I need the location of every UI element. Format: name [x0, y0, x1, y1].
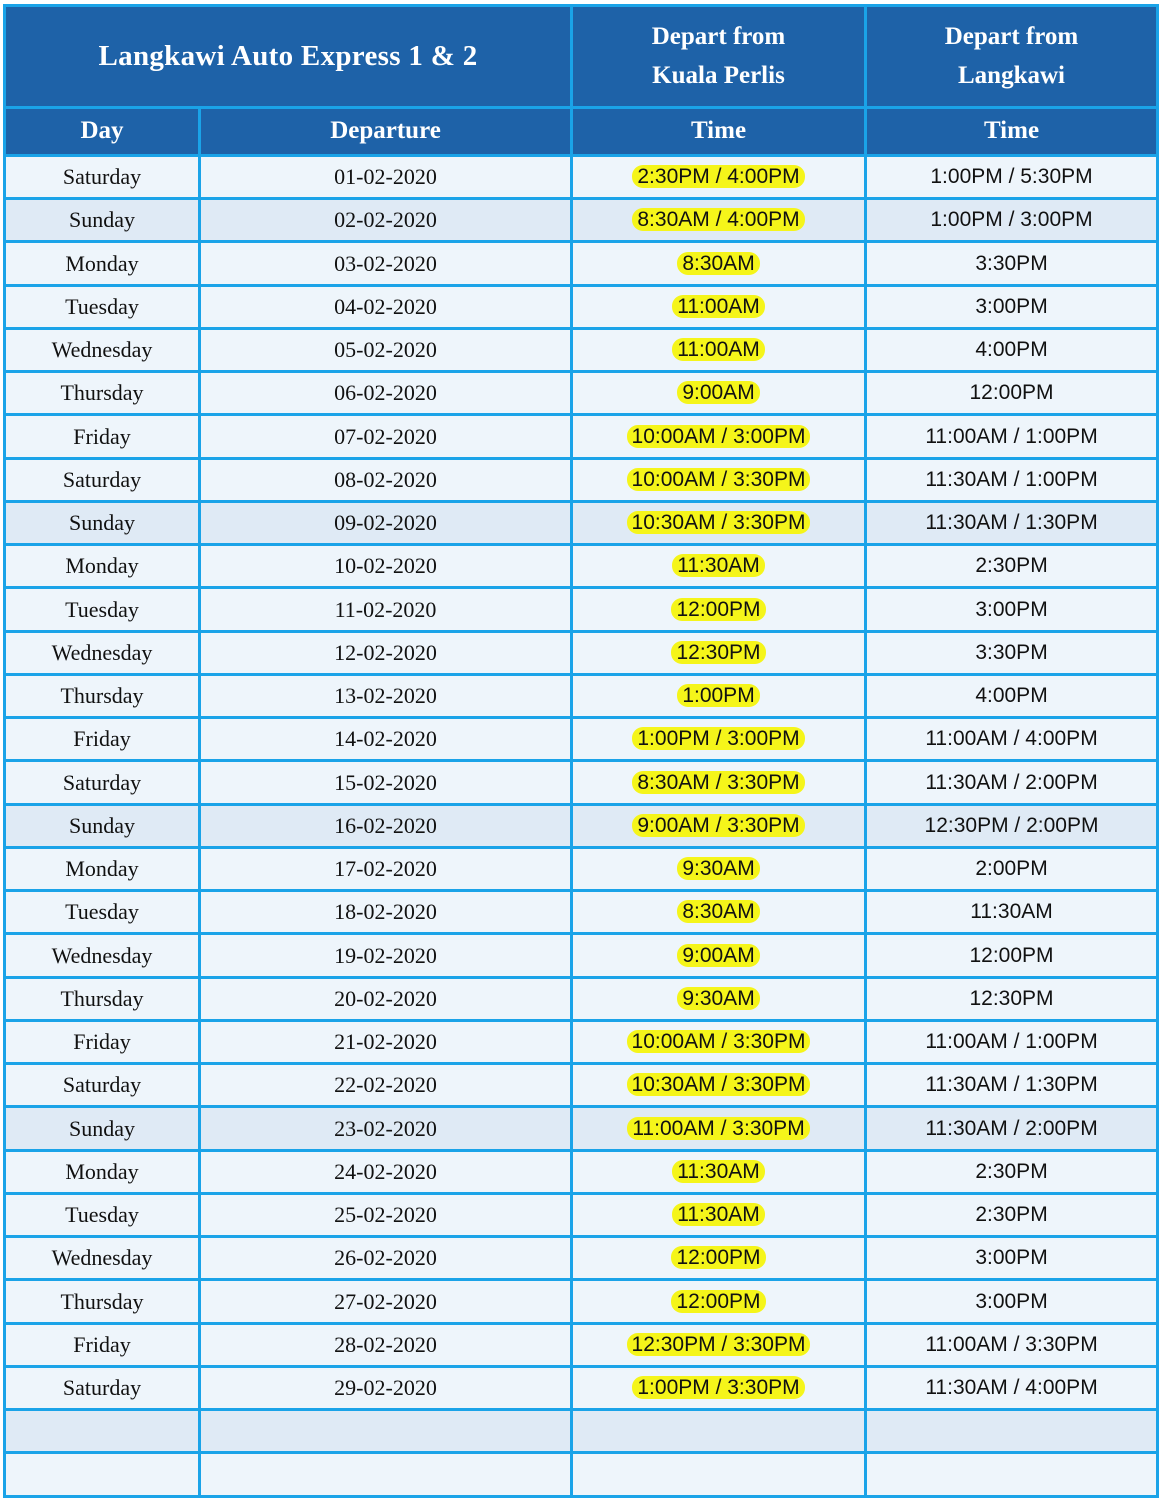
highlighted-time: 9:30AM	[677, 857, 759, 880]
day-cell: Friday	[5, 1323, 200, 1366]
table-row	[5, 934, 1158, 977]
kuala-perlis-time-cell	[572, 242, 866, 285]
langkawi-time-cell: 2:30PM	[866, 1150, 1158, 1193]
table-row	[5, 1237, 1158, 1280]
day-cell: Sunday	[5, 804, 200, 847]
kuala-perlis-time-cell	[572, 934, 866, 977]
day-cell: Friday	[5, 1020, 200, 1063]
kuala-perlis-time-cell	[572, 891, 866, 934]
table-row	[5, 285, 1158, 328]
highlighted-time: 11:00AM	[672, 338, 765, 361]
langkawi-time-cell: 11:00AM / 1:00PM	[866, 1020, 1158, 1063]
kuala-perlis-time-cell	[572, 1193, 866, 1236]
departure-date-cell: 02-02-2020	[200, 199, 572, 242]
day-cell: Friday	[5, 415, 200, 458]
highlighted-time: 11:30AM	[672, 1203, 765, 1226]
kuala-perlis-time-cell	[572, 1107, 866, 1150]
day-cell: Wednesday	[5, 328, 200, 371]
highlighted-time: 10:30AM / 3:30PM	[627, 1073, 811, 1096]
highlighted-time: 1:00PM	[677, 684, 759, 707]
departure-date-cell: 19-02-2020	[200, 934, 572, 977]
departure-date-cell: 08-02-2020	[200, 458, 572, 501]
day-cell: Tuesday	[5, 588, 200, 631]
langkawi-time-cell: 12:30PM / 2:00PM	[866, 804, 1158, 847]
kuala-perlis-time-cell	[572, 804, 866, 847]
departure-date-cell: 01-02-2020	[200, 155, 572, 198]
table-row	[5, 545, 1158, 588]
departure-date-cell: 20-02-2020	[200, 977, 572, 1020]
departure-date-cell: 11-02-2020	[200, 588, 572, 631]
kuala-perlis-time-cell	[572, 199, 866, 242]
langkawi-time-cell: 12:30PM	[866, 977, 1158, 1020]
depart-langkawi-line2: Langkawi	[958, 62, 1065, 90]
langkawi-time-cell: 12:00PM	[866, 934, 1158, 977]
langkawi-time-cell: 1:00PM / 5:30PM	[866, 155, 1158, 198]
highlighted-time: 9:00AM / 3:30PM	[632, 814, 804, 837]
departure-date-cell: 17-02-2020	[200, 847, 572, 890]
langkawi-time-cell: 3:00PM	[866, 285, 1158, 328]
langkawi-time-cell: 11:30AM / 1:30PM	[866, 1064, 1158, 1107]
departure-date-cell: 14-02-2020	[200, 718, 572, 761]
langkawi-time-cell: 4:00PM	[866, 674, 1158, 717]
highlighted-time: 9:30AM	[677, 987, 759, 1010]
kuala-perlis-time-cell	[572, 458, 866, 501]
highlighted-time: 11:30AM	[672, 554, 765, 577]
departure-date-cell: 22-02-2020	[200, 1064, 572, 1107]
kuala-perlis-time-cell	[572, 1323, 866, 1366]
table-row	[5, 1280, 1158, 1323]
kuala-perlis-time-cell	[572, 1237, 866, 1280]
departure-date-cell: 16-02-2020	[200, 804, 572, 847]
langkawi-time-cell: 3:30PM	[866, 631, 1158, 674]
empty-row	[5, 1410, 1158, 1453]
table-row	[5, 718, 1158, 761]
schedule-title: Langkawi Auto Express 1 & 2	[5, 6, 572, 108]
table-row	[5, 631, 1158, 674]
day-cell: Sunday	[5, 1107, 200, 1150]
highlighted-time: 1:00PM / 3:00PM	[632, 727, 804, 750]
depart-kuala-perlis-line2: Kuala Perlis	[652, 62, 785, 90]
kuala-perlis-time-cell	[572, 1020, 866, 1063]
langkawi-time-cell: 11:30AM / 2:00PM	[866, 1107, 1158, 1150]
departure-date-cell: 10-02-2020	[200, 545, 572, 588]
departure-date-cell: 04-02-2020	[200, 285, 572, 328]
highlighted-time: 12:00PM	[671, 598, 765, 621]
title-row	[5, 6, 1158, 108]
departure-date-cell: 25-02-2020	[200, 1193, 572, 1236]
langkawi-time-cell: 11:30AM / 2:00PM	[866, 761, 1158, 804]
departure-date-cell: 28-02-2020	[200, 1323, 572, 1366]
empty-cell	[5, 1453, 200, 1497]
langkawi-time-cell: 2:30PM	[866, 1193, 1158, 1236]
day-cell: Tuesday	[5, 891, 200, 934]
highlighted-time: 8:30AM / 3:30PM	[632, 771, 804, 794]
day-cell: Saturday	[5, 458, 200, 501]
table-row	[5, 242, 1158, 285]
table-row	[5, 847, 1158, 890]
table-row	[5, 977, 1158, 1020]
departure-date-cell: 23-02-2020	[200, 1107, 572, 1150]
highlighted-time: 8:30AM	[677, 252, 759, 275]
langkawi-time-cell: 11:00AM / 1:00PM	[866, 415, 1158, 458]
empty-cell	[200, 1453, 572, 1497]
departure-date-cell: 29-02-2020	[200, 1366, 572, 1409]
kuala-perlis-time-column-header: Time	[572, 107, 866, 155]
kuala-perlis-time-cell	[572, 372, 866, 415]
kuala-perlis-time-cell	[572, 1366, 866, 1409]
day-cell: Tuesday	[5, 285, 200, 328]
table-row	[5, 501, 1158, 544]
kuala-perlis-time-cell	[572, 1064, 866, 1107]
kuala-perlis-time-cell	[572, 761, 866, 804]
langkawi-time-cell: 11:30AM / 1:30PM	[866, 501, 1158, 544]
highlighted-time: 10:30AM / 3:30PM	[627, 511, 811, 534]
kuala-perlis-time-cell	[572, 155, 866, 198]
kuala-perlis-time-cell	[572, 545, 866, 588]
table-row	[5, 804, 1158, 847]
day-cell: Sunday	[5, 501, 200, 544]
langkawi-time-cell: 1:00PM / 3:00PM	[866, 199, 1158, 242]
departure-column-header: Departure	[200, 107, 572, 155]
day-cell: Saturday	[5, 1064, 200, 1107]
langkawi-time-cell: 12:00PM	[866, 372, 1158, 415]
table-row	[5, 199, 1158, 242]
departure-date-cell: 13-02-2020	[200, 674, 572, 717]
table-row	[5, 372, 1158, 415]
table-row	[5, 1193, 1158, 1236]
departure-date-cell: 18-02-2020	[200, 891, 572, 934]
kuala-perlis-time-cell	[572, 501, 866, 544]
kuala-perlis-time-cell	[572, 1280, 866, 1323]
langkawi-time-cell: 11:00AM / 4:00PM	[866, 718, 1158, 761]
day-cell: Friday	[5, 718, 200, 761]
table-row	[5, 1366, 1158, 1409]
day-cell: Thursday	[5, 977, 200, 1020]
empty-cell	[572, 1410, 866, 1453]
day-cell: Wednesday	[5, 934, 200, 977]
table-row	[5, 328, 1158, 371]
depart-kuala-perlis-header	[572, 6, 866, 108]
langkawi-time-cell: 11:30AM / 4:00PM	[866, 1366, 1158, 1409]
langkawi-time-cell: 3:00PM	[866, 1237, 1158, 1280]
langkawi-time-cell: 2:00PM	[866, 847, 1158, 890]
empty-cell	[200, 1410, 572, 1453]
day-cell: Wednesday	[5, 1237, 200, 1280]
table-row	[5, 1064, 1158, 1107]
table-row	[5, 155, 1158, 198]
day-cell: Saturday	[5, 761, 200, 804]
langkawi-time-cell: 3:00PM	[866, 588, 1158, 631]
highlighted-time: 11:00AM	[672, 295, 765, 318]
departure-date-cell: 27-02-2020	[200, 1280, 572, 1323]
column-header-row	[5, 107, 1158, 155]
langkawi-time-cell: 2:30PM	[866, 545, 1158, 588]
departure-date-cell: 07-02-2020	[200, 415, 572, 458]
highlighted-time: 1:00PM / 3:30PM	[632, 1376, 804, 1399]
kuala-perlis-time-cell	[572, 631, 866, 674]
table-row	[5, 1107, 1158, 1150]
kuala-perlis-time-cell	[572, 328, 866, 371]
departure-date-cell: 05-02-2020	[200, 328, 572, 371]
depart-langkawi-header	[866, 6, 1158, 108]
depart-langkawi-line1: Depart from	[944, 23, 1079, 51]
highlighted-time: 11:00AM / 3:30PM	[627, 1117, 809, 1140]
departure-date-cell: 24-02-2020	[200, 1150, 572, 1193]
day-cell: Monday	[5, 847, 200, 890]
highlighted-time: 10:00AM / 3:30PM	[627, 1030, 811, 1053]
langkawi-time-cell: 3:00PM	[866, 1280, 1158, 1323]
empty-cell	[5, 1410, 200, 1453]
day-cell: Monday	[5, 242, 200, 285]
highlighted-time: 2:30PM / 4:00PM	[632, 165, 804, 188]
langkawi-time-column-header: Time	[866, 107, 1158, 155]
day-cell: Saturday	[5, 155, 200, 198]
table-row	[5, 1020, 1158, 1063]
kuala-perlis-time-cell	[572, 977, 866, 1020]
kuala-perlis-time-cell	[572, 588, 866, 631]
empty-cell	[866, 1453, 1158, 1497]
langkawi-time-cell: 4:00PM	[866, 328, 1158, 371]
departure-date-cell: 03-02-2020	[200, 242, 572, 285]
langkawi-time-cell: 3:30PM	[866, 242, 1158, 285]
highlighted-time: 11:30AM	[672, 1160, 765, 1183]
kuala-perlis-time-cell	[572, 285, 866, 328]
table-row	[5, 1150, 1158, 1193]
highlighted-time: 8:30AM	[677, 900, 759, 923]
kuala-perlis-time-cell	[572, 718, 866, 761]
day-column-header: Day	[5, 107, 200, 155]
empty-cell	[866, 1410, 1158, 1453]
highlighted-time: 12:30PM / 3:30PM	[627, 1333, 811, 1356]
day-cell: Tuesday	[5, 1193, 200, 1236]
day-cell: Thursday	[5, 372, 200, 415]
highlighted-time: 12:00PM	[671, 1246, 765, 1269]
kuala-perlis-time-cell	[572, 847, 866, 890]
kuala-perlis-time-cell	[572, 415, 866, 458]
departure-date-cell: 06-02-2020	[200, 372, 572, 415]
departure-date-cell: 21-02-2020	[200, 1020, 572, 1063]
day-cell: Thursday	[5, 674, 200, 717]
table-row	[5, 415, 1158, 458]
departure-date-cell: 15-02-2020	[200, 761, 572, 804]
schedule-table	[3, 4, 1159, 1498]
depart-kuala-perlis-line1: Depart from	[651, 23, 786, 51]
empty-cell	[572, 1453, 866, 1497]
table-row	[5, 674, 1158, 717]
highlighted-time: 9:00AM	[677, 944, 759, 967]
highlighted-time: 12:30PM	[671, 641, 765, 664]
langkawi-time-cell: 11:30AM	[866, 891, 1158, 934]
langkawi-time-cell: 11:30AM / 1:00PM	[866, 458, 1158, 501]
highlighted-time: 10:00AM / 3:00PM	[627, 425, 811, 448]
table-row	[5, 891, 1158, 934]
highlighted-time: 12:00PM	[671, 1290, 765, 1313]
highlighted-time: 8:30AM / 4:00PM	[632, 208, 804, 231]
table-row	[5, 458, 1158, 501]
departure-date-cell: 09-02-2020	[200, 501, 572, 544]
departure-date-cell: 12-02-2020	[200, 631, 572, 674]
table-row	[5, 588, 1158, 631]
table-row	[5, 1323, 1158, 1366]
day-cell: Saturday	[5, 1366, 200, 1409]
highlighted-time: 9:00AM	[677, 381, 759, 404]
kuala-perlis-time-cell	[572, 674, 866, 717]
day-cell: Thursday	[5, 1280, 200, 1323]
day-cell: Sunday	[5, 199, 200, 242]
day-cell: Monday	[5, 545, 200, 588]
day-cell: Monday	[5, 1150, 200, 1193]
table-row	[5, 761, 1158, 804]
day-cell: Wednesday	[5, 631, 200, 674]
empty-row	[5, 1453, 1158, 1497]
highlighted-time: 10:00AM / 3:30PM	[627, 468, 811, 491]
departure-date-cell: 26-02-2020	[200, 1237, 572, 1280]
kuala-perlis-time-cell	[572, 1150, 866, 1193]
langkawi-time-cell: 11:00AM / 3:30PM	[866, 1323, 1158, 1366]
